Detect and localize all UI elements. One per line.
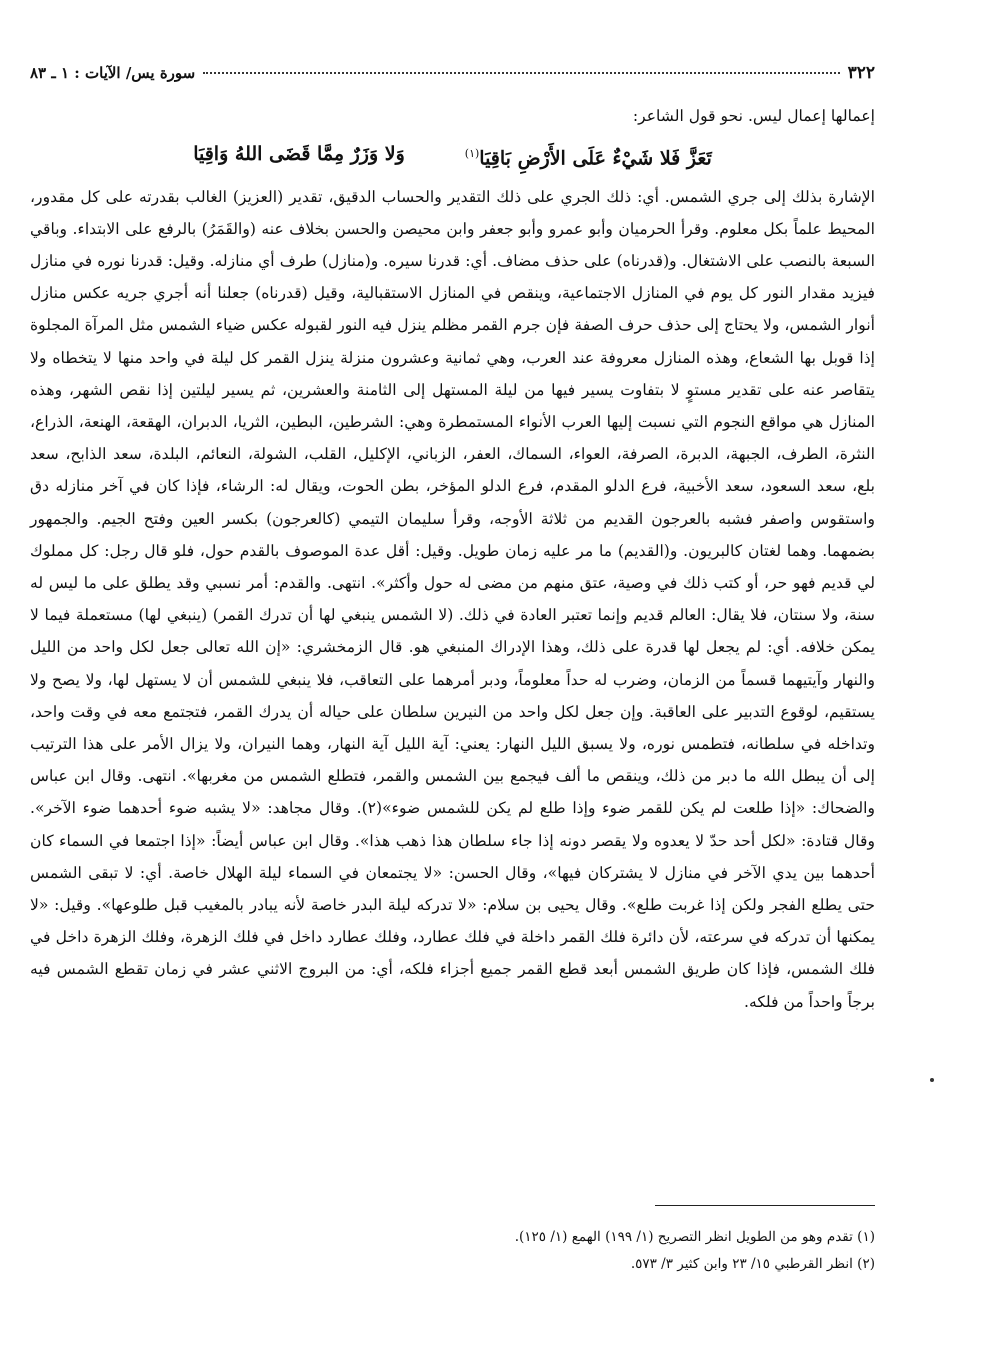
footnotes (400, 1224, 875, 1278)
surah-title: سورة يس/ الآيات : ١ ـ ٨٣ (30, 64, 196, 82)
verse-hemistich-2: وَلا وَزَرٌ مِمَّا قَضَى اللهُ وَاقِيَا (193, 143, 405, 166)
margin-dot (930, 1078, 934, 1082)
intro-line: إعمالها إعمال ليس. نحو قول الشاعر: (632, 107, 875, 125)
poetry-verse (30, 132, 875, 180)
hemistich-1-text: تَعَزَّ فَلا شَيْءٌ عَلَى الأَرْضِ بَاقِيَا (479, 147, 712, 170)
main-text (30, 100, 875, 1018)
page-number: ٣٢٢ (847, 63, 875, 83)
footnote-1: (١) تقدم وهو من الطويل انظر التصريح (١/ ١٩٩) الهمع (١/ ١٢٥). (514, 1229, 875, 1245)
footnote-separator (655, 1205, 875, 1206)
verse-hemistich-1 (465, 132, 712, 180)
header-dotted-leader (203, 72, 839, 74)
page-header (30, 58, 875, 88)
footnote-2: (٢) انظر القرطبي ١٥/ ٢٣ وابن كثير ٣/ ٥٧٣. (630, 1256, 875, 1272)
paragraph: الإشارة بذلك إلى جري الشمس. أي: ذلك الجري على ذلك التقدير والحساب الدقيق، تقدير (العزيز) الغالب بقدرته على كل مقدور، المحيط علماً بكل معلوم. وقرأ الحرميان وأبو عمرو وأبو جعفر وابن محيصن والحسن بخلاف عنه (والقَمَرُ) بالرفع على الابتداء. وباقي السبعة بالنصب على الاشتغال. و(قدرناه) على حذف مضاف. أي: قدرنا سيره. و(منازل) طرف أي منازله. وقيل: قدرنا نوره في منازل فيزيد مقدار النور كل يوم في المنازل الاجتماعية، وينقص في المنازل الاستقبالية، وقيل (قدرناه) جعلنا أنه أجري جريه عكس منازل أنوار الشمس، ولا يحتاج إلى حذف حرف الصفة فإن جرم القمر مظلم ينزل فيه النور لقبوله عكس ضياء الشمس مثل المرآة المجلوة إذا قوبل بها الشعاع، وهذه المنازل معروفة عند العرب، وهي ثمانية وعشرون منزلة ينزل القمر كل ليلة في واحد منها لا يتخطاه ولا يتقاصر عنه على تقدير مستوٍ لا بتفاوت يسير فيها من ليلة المستهل إلى الثامنة والعشرين، ثم يسير ليلتين إذا نقص الشهر، وهذه المنازل هي مواقع النجوم التي نسبت إليها العرب الأنواء المستمطرة وهي: الشرطين، البطين، الثريا، الدبران، الهقعة، الهنعة، الذراع، النثرة، الطرف، الجبهة، الدبرة، الصرفة، العواء، السماك، العفر، الزباني، الإكليل، القلب، الشولة، النعائم، البلدة، سعد الذابح، سعد بلع، سعد السعود، سعد الأخبية، فرع الدلو المقدم، فرع الدلو المؤخر، بطن الحوت، ويقال له: الرشاء، فإذا كان في آخر منازله دق واستقوس واصفر فشبه بالعرجون القديم من ثلاثة الأوجه، وقرأ سليمان التيمي (كالعرجون) بكسر العين وفتح الجيم. والجمهور بضمهما. وهما لغتان كالبريون. و(القديم) ما مر عليه زمان طويل. وقيل: أقل عدة الموصوف بالقدم حول، فلو قال رجل: كل مملوك لي قديم فهو حر، أو كتب ذلك في وصية، عتق منهم من مضى له حول وأكثر». انتهى. والقدم: أمر نسبي وقد يطلق على ما ليس له سنة، ولا سنتان، فلا يقال: العالم قديم وإنما تعتبر العادة في ذلك. (لا الشمس ينبغي لها أن تدرك القمر) (ينبغي لها) مستعملة فيما لا يمكن خلافه. أي: لم يجعل لها قدرة على ذلك، وهذا الإدراك المنبغي هو. قال الزمخشري: «إن الله تعالى جعل لكل واحد من الليل والنهار وآيتيهما قسماً من الزمان، وضرب له حداً معلوماً، ودبر أمرهما على التعاقب، فلا ينبغي للشمس أن لا يستهل لها، ولا يصح ولا يستقيم، لوقوع التدبير على العاقبة. وإن جعل لكل واحد من النيرين سلطان على حياله أن يدرك القمر، فتجتمع معه في وقت واحد، وتداخله في سلطانه، فتطمس نوره، ولا يسبق الليل النهار: يعني: آية الليل آية النهار، وهما النيران، ولا يزال الأمر على هذا الترتيب إلى أن يبطل الله ما دبر من ذلك، وينقص ما ألف فيجمع بين الشمس والقمر، فتطلع الشمس من مغربها». انتهى. وقال ابن عباس والضحاك: «إذا طلعت لم يكن للقمر ضوء وإذا طلع لم يكن للشمس ضوء»(٢). وقال مجاهد: «لا يشبه ضوء أحدهما ضوء الآخر». وقال قتادة: «لكل أحد حدّ لا يعدوه ولا يقصر دونه إذا جاء سلطان هذا ذهب هذا». وقال ابن عباس أيضاً: «إذا اجتمعا في السماء كان أحدهما بين يدي الآخر في منازل لا يشتركان فيها»، وقال الحسن: «لا يجتمعان في السماء ليلة الهلال خاصة. أي: لا تبقى الشمس حتى يطلع الفجر ولكن إذا غربت طلع». وقال يحيى بن سلام: «لا تدركه ليلة البدر خاصة لأنه يبادر بالمغيب قبل طلوعها». وقيل: «لا يمكنها أن تدركه في سرعته، لأن دائرة فلك القمر داخلة في فلك عطارد، وفلك عطارد داخل في فلك الزهرة، وفلك الزهرة داخل في فلك الشمس، فإذا كان طريق الشمس أبعد قطع القمر جميع أجزاء فلكه، أي: من البروج الاثني عشر في زمان تقطع الشمس فيه برجاً واحداً من فلكه. (30, 187, 875, 1011)
footnote-ref-1: (١) (464, 147, 480, 161)
